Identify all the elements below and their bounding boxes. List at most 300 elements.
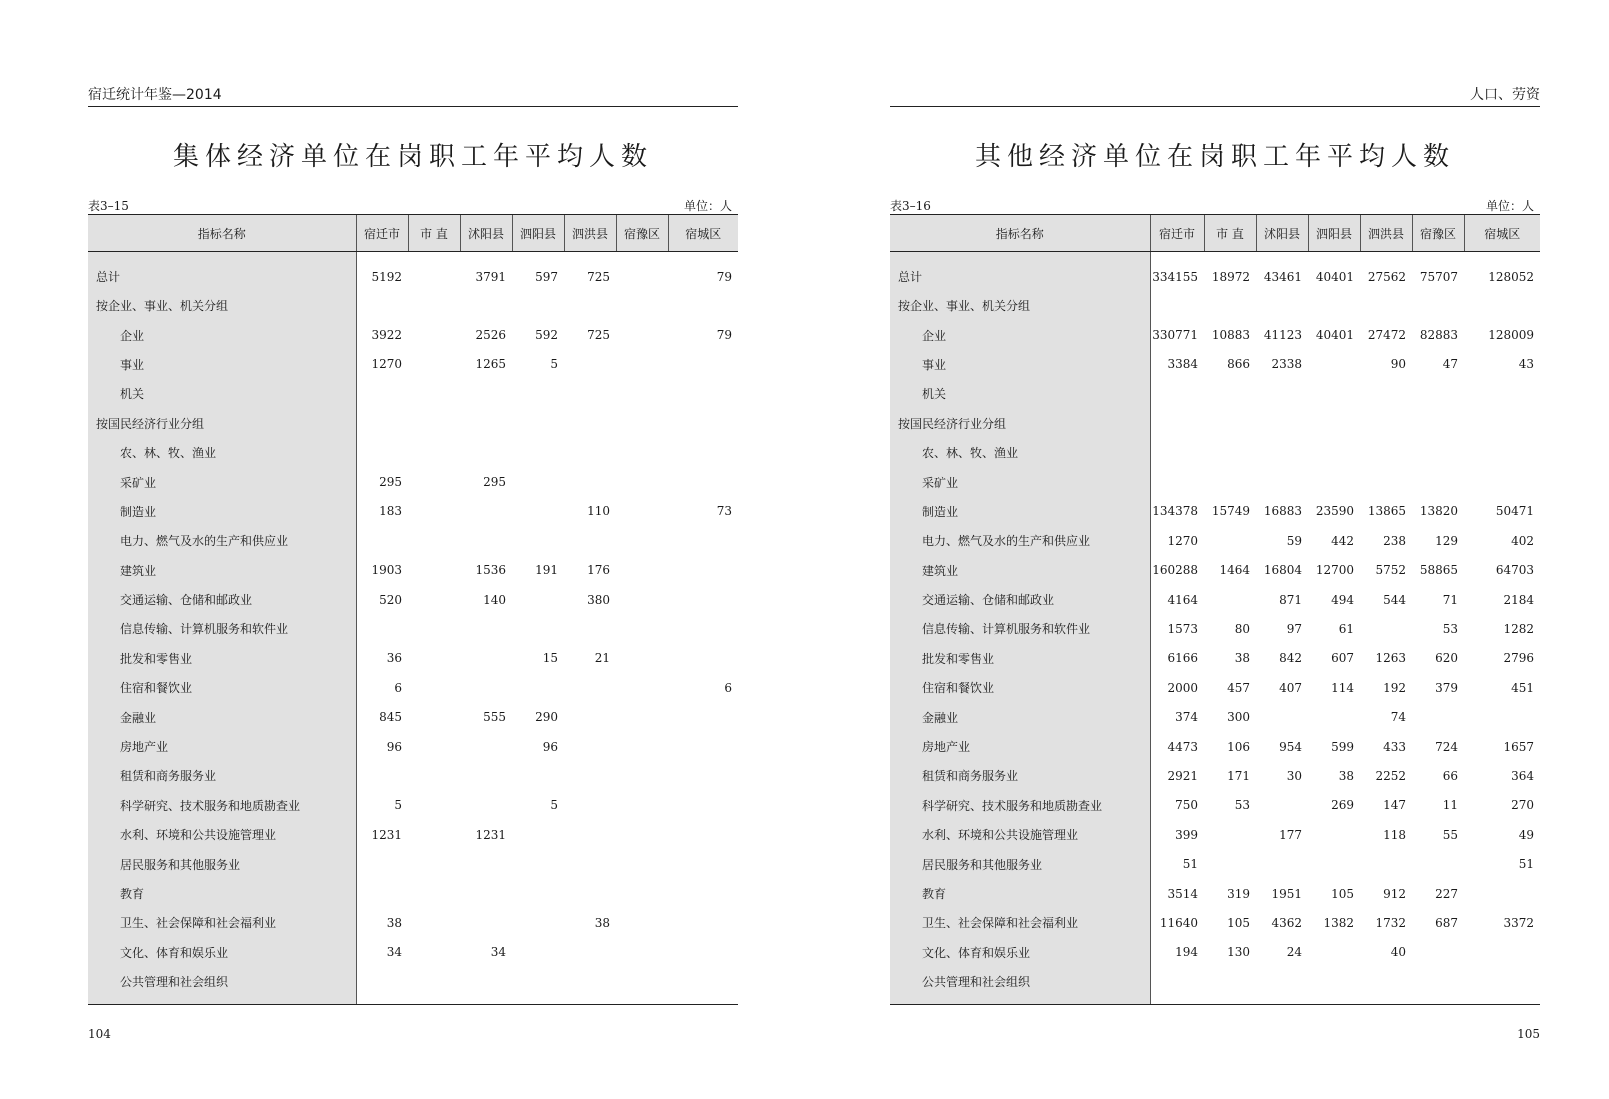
left-page	[88, 0, 738, 1099]
table-cell	[1308, 967, 1360, 1005]
table-cell: 2796	[1503, 651, 1534, 666]
table-cell: 6166	[1167, 651, 1198, 666]
table-number: 表3–15	[88, 199, 129, 213]
table-cell	[668, 614, 738, 643]
table-cell	[408, 320, 460, 349]
table-cell: 38	[1234, 651, 1250, 666]
table-cell: 2000	[1167, 680, 1198, 695]
column-header: 泗洪县	[1360, 215, 1412, 252]
table-cell	[1204, 967, 1256, 1005]
table-cell	[564, 967, 616, 1005]
table-row	[88, 879, 738, 908]
row-label: 农、林、牧、渔业	[88, 438, 356, 467]
column-header: 沭阳县	[460, 215, 512, 252]
table-cell	[564, 702, 616, 731]
column-header: 宿迁市	[356, 215, 408, 252]
table-cell	[408, 761, 460, 790]
table-cell: 43461	[1263, 269, 1302, 284]
row-label: 按企业、事业、机关分组	[88, 291, 356, 320]
table-cell	[1256, 849, 1308, 878]
table-cell	[460, 291, 512, 320]
table-row	[890, 967, 1540, 1005]
column-header: 宿城区	[1464, 215, 1540, 252]
table-cell: 51	[1518, 857, 1534, 872]
table-cell	[512, 379, 564, 408]
table-cell	[564, 526, 616, 555]
table-cell: 5	[550, 798, 558, 813]
table-cell	[668, 791, 738, 820]
table-cell	[1360, 438, 1412, 467]
table-row	[890, 379, 1540, 408]
table-cell: 36	[386, 651, 402, 666]
right-page	[890, 0, 1540, 1099]
table-cell: 13820	[1419, 504, 1458, 519]
table-cell	[460, 791, 512, 820]
table-cell	[564, 291, 616, 320]
table-row	[890, 732, 1540, 761]
row-label: 农、林、牧、渔业	[890, 438, 1150, 467]
table-cell: 451	[1511, 680, 1534, 695]
table-cell	[408, 556, 460, 585]
table-row	[890, 938, 1540, 967]
table-cell: 457	[1227, 680, 1250, 695]
table-row	[890, 761, 1540, 790]
table-cell: 4362	[1271, 915, 1302, 930]
table-cell	[1256, 379, 1308, 408]
table-cell	[460, 673, 512, 702]
table-cell	[616, 967, 668, 1005]
table-cell	[1412, 291, 1464, 320]
table-cell: 97	[1286, 621, 1302, 636]
table-cell	[668, 732, 738, 761]
row-label: 交通运输、仓储和邮政业	[88, 585, 356, 614]
table-cell: 10883	[1211, 328, 1250, 343]
table-cell: 433	[1383, 739, 1406, 754]
column-header: 沭阳县	[1256, 215, 1308, 252]
table-cell	[668, 438, 738, 467]
table-cell	[408, 526, 460, 555]
row-label: 住宿和餐饮业	[88, 673, 356, 702]
table-cell: 5752	[1375, 563, 1406, 578]
table-cell	[408, 849, 460, 878]
table-cell	[512, 820, 564, 849]
table-cell	[356, 409, 408, 438]
table-cell: 227	[1435, 886, 1458, 901]
table-row	[88, 702, 738, 731]
table-cell: 555	[483, 710, 506, 725]
table-cell	[564, 409, 616, 438]
table-cell	[1308, 438, 1360, 467]
table-cell: 374	[1175, 710, 1198, 725]
table-cell	[1150, 438, 1204, 467]
table-cell: 27562	[1367, 269, 1406, 284]
row-label: 卫生、社会保障和社会福利业	[88, 908, 356, 937]
table-cell	[1412, 938, 1464, 967]
page-number: 104	[88, 1027, 111, 1041]
column-header: 宿豫区	[1412, 215, 1464, 252]
table-row	[88, 320, 738, 349]
table-cell	[616, 556, 668, 585]
table-cell	[512, 673, 564, 702]
table-cell: 110	[587, 504, 610, 519]
table-cell	[1308, 467, 1360, 496]
table-cell: 128009	[1488, 328, 1534, 343]
table-cell	[1464, 409, 1540, 438]
table-cell	[1464, 967, 1540, 1005]
table-cell: 96	[386, 739, 402, 754]
table-cell: 334155	[1152, 269, 1198, 284]
table-cell: 34	[386, 945, 402, 960]
row-label: 住宿和餐饮业	[890, 673, 1150, 702]
row-label: 房地产业	[88, 732, 356, 761]
table-cell	[668, 967, 738, 1005]
table-cell	[1150, 291, 1204, 320]
table-cell: 3791	[475, 269, 506, 284]
table-cell: 380	[587, 592, 610, 607]
table-cell	[616, 644, 668, 673]
table-row	[890, 791, 1540, 820]
table-cell	[1360, 849, 1412, 878]
table-cell: 379	[1435, 680, 1458, 695]
table-cell	[408, 702, 460, 731]
table-cell	[408, 938, 460, 967]
table-cell: 592	[535, 328, 558, 343]
table-row	[890, 526, 1540, 555]
table-meta	[890, 197, 1540, 213]
table-cell: 295	[483, 475, 506, 490]
table-cell	[616, 938, 668, 967]
row-label: 公共管理和社会组织	[88, 967, 356, 1005]
table-cell: 290	[535, 710, 558, 725]
table-cell: 330771	[1152, 328, 1198, 343]
table-cell	[1150, 467, 1204, 496]
table-cell	[356, 614, 408, 643]
table-cell	[1360, 291, 1412, 320]
table-cell: 53	[1442, 621, 1458, 636]
table-row	[88, 673, 738, 702]
table-cell	[460, 644, 512, 673]
table-row	[88, 761, 738, 790]
table-cell: 871	[1279, 592, 1302, 607]
table-cell: 866	[1227, 357, 1250, 372]
table-cell: 544	[1383, 592, 1406, 607]
table-cell: 90	[1390, 357, 1406, 372]
table-cell: 1657	[1503, 739, 1534, 754]
table-cell: 238	[1383, 533, 1406, 548]
table-cell: 12700	[1315, 563, 1354, 578]
table-cell	[668, 820, 738, 849]
table-cell	[668, 350, 738, 379]
table-cell	[564, 732, 616, 761]
table-cell	[668, 761, 738, 790]
table-cell: 171	[1227, 768, 1250, 783]
table-cell: 51	[1182, 857, 1198, 872]
data-table	[88, 214, 738, 1005]
column-header: 宿迁市	[1150, 215, 1204, 252]
table-cell: 118	[1383, 827, 1406, 842]
column-header: 宿城区	[668, 215, 738, 252]
table-cell	[1360, 967, 1412, 1005]
table-cell	[460, 849, 512, 878]
table-cell: 3384	[1167, 357, 1198, 372]
table-cell	[512, 938, 564, 967]
row-label: 事业	[88, 350, 356, 379]
table-cell	[616, 467, 668, 496]
table-cell	[460, 497, 512, 526]
table-cell: 24	[1286, 945, 1302, 960]
table-cell	[408, 879, 460, 908]
table-row	[88, 732, 738, 761]
table-cell: 58865	[1419, 563, 1458, 578]
table-cell: 59	[1286, 533, 1302, 548]
table-cell: 842	[1279, 651, 1302, 666]
table-cell: 160288	[1152, 563, 1198, 578]
row-label: 总计	[890, 252, 1150, 292]
table-cell	[616, 761, 668, 790]
table-cell: 269	[1331, 798, 1354, 813]
table-cell	[408, 252, 460, 292]
table-cell	[356, 438, 408, 467]
table-cell	[408, 467, 460, 496]
table-cell	[1256, 291, 1308, 320]
table-cell	[564, 879, 616, 908]
table-cell	[1464, 938, 1540, 967]
table-cell: 27472	[1367, 328, 1406, 343]
table-row	[890, 438, 1540, 467]
table-cell: 183	[379, 504, 402, 519]
table-cell: 1231	[371, 827, 402, 842]
table-meta	[88, 197, 738, 213]
table-cell: 106	[1227, 739, 1250, 754]
table-cell	[564, 614, 616, 643]
header-row	[88, 215, 738, 252]
table-cell	[668, 585, 738, 614]
table-cell: 71	[1442, 592, 1458, 607]
table-cell: 2526	[475, 328, 506, 343]
table-cell	[616, 526, 668, 555]
row-label: 建筑业	[890, 556, 1150, 585]
row-label: 总计	[88, 252, 356, 292]
table-cell: 364	[1511, 768, 1534, 783]
table-cell: 1382	[1323, 915, 1354, 930]
table-cell: 23590	[1315, 504, 1354, 519]
table-cell	[1360, 379, 1412, 408]
table-cell	[408, 820, 460, 849]
table-cell: 53	[1234, 798, 1250, 813]
table-cell	[616, 879, 668, 908]
table-cell	[616, 320, 668, 349]
table-cell: 11	[1442, 798, 1458, 813]
row-label: 金融业	[88, 702, 356, 731]
table-cell	[408, 732, 460, 761]
row-label: 企业	[890, 320, 1150, 349]
table-cell: 21	[594, 651, 610, 666]
table-cell	[1256, 467, 1308, 496]
table-cell	[668, 379, 738, 408]
row-label: 按国民经济行业分组	[88, 409, 356, 438]
table-cell	[1360, 409, 1412, 438]
column-header: 宿豫区	[616, 215, 668, 252]
table-row	[88, 967, 738, 1005]
table-cell	[512, 849, 564, 878]
table-cell	[512, 467, 564, 496]
row-label: 按国民经济行业分组	[890, 409, 1150, 438]
table-cell: 1951	[1271, 886, 1302, 901]
table-cell	[616, 409, 668, 438]
table-cell: 192	[1383, 680, 1406, 695]
table-cell	[668, 702, 738, 731]
table-cell: 15749	[1211, 504, 1250, 519]
table-cell	[1412, 438, 1464, 467]
table-row	[88, 252, 738, 292]
table-cell: 845	[379, 710, 402, 725]
row-label: 交通运输、仓储和邮政业	[890, 585, 1150, 614]
table-cell	[564, 350, 616, 379]
table-cell: 34	[490, 945, 506, 960]
table-cell	[1256, 702, 1308, 731]
table-unit: 单位：人	[683, 199, 732, 213]
table-cell: 3372	[1503, 915, 1534, 930]
table-cell	[408, 438, 460, 467]
table-cell	[564, 761, 616, 790]
table-cell	[408, 908, 460, 937]
column-header: 市 直	[1204, 215, 1256, 252]
table-cell	[512, 291, 564, 320]
table-cell: 399	[1175, 827, 1198, 842]
row-label: 科学研究、技术服务和地质勘查业	[890, 791, 1150, 820]
table-row	[890, 409, 1540, 438]
table-cell	[564, 467, 616, 496]
table-row	[890, 585, 1540, 614]
row-label: 居民服务和其他服务业	[88, 849, 356, 878]
table-cell: 687	[1435, 915, 1458, 930]
table-cell: 96	[542, 739, 558, 754]
table-cell	[1308, 849, 1360, 878]
table-cell	[1360, 614, 1412, 643]
table-cell: 4473	[1167, 739, 1198, 754]
table-cell	[564, 938, 616, 967]
table-cell: 66	[1442, 768, 1458, 783]
table-cell	[1308, 820, 1360, 849]
row-label: 信息传输、计算机服务和软件业	[88, 614, 356, 643]
table-cell	[512, 438, 564, 467]
row-label: 批发和零售业	[88, 644, 356, 673]
table-cell	[564, 673, 616, 702]
table-cell	[1308, 350, 1360, 379]
table-cell: 1263	[1375, 651, 1406, 666]
table-cell	[1464, 379, 1540, 408]
table-cell: 620	[1435, 651, 1458, 666]
table-cell	[616, 673, 668, 702]
table-cell	[1204, 585, 1256, 614]
table-cell: 114	[1331, 680, 1354, 695]
table-row	[890, 320, 1540, 349]
row-label: 采矿业	[890, 467, 1150, 496]
table-cell	[564, 379, 616, 408]
table-row	[890, 291, 1540, 320]
table-cell: 4164	[1167, 592, 1198, 607]
table-cell	[1464, 467, 1540, 496]
table-cell	[408, 967, 460, 1005]
table-cell: 61	[1338, 621, 1354, 636]
row-label: 金融业	[890, 702, 1150, 731]
table-cell: 1732	[1375, 915, 1406, 930]
table-cell: 49	[1518, 827, 1534, 842]
table-row	[88, 409, 738, 438]
row-label: 企业	[88, 320, 356, 349]
table-cell: 176	[587, 563, 610, 578]
row-label: 建筑业	[88, 556, 356, 585]
table-cell: 5	[394, 798, 402, 813]
table-cell	[616, 849, 668, 878]
table-cell: 1270	[371, 357, 402, 372]
table-cell	[616, 438, 668, 467]
table-cell: 725	[587, 269, 610, 284]
running-head: 人口、劳资	[890, 84, 1540, 107]
table-cell	[668, 291, 738, 320]
table-cell	[616, 820, 668, 849]
table-row	[890, 556, 1540, 585]
table-cell	[1464, 702, 1540, 731]
table-cell	[1412, 467, 1464, 496]
table-cell	[408, 673, 460, 702]
table-cell: 105	[1227, 915, 1250, 930]
table-row	[890, 702, 1540, 731]
table-cell: 407	[1279, 680, 1302, 695]
table-cell: 38	[386, 915, 402, 930]
row-label: 机关	[88, 379, 356, 408]
column-header: 泗洪县	[564, 215, 616, 252]
table-cell	[408, 614, 460, 643]
table-cell: 79	[716, 328, 732, 343]
table-cell: 13865	[1367, 504, 1406, 519]
table-title: 集体经济单位在岗职工年平均人数	[172, 142, 653, 172]
table-row	[88, 438, 738, 467]
table-cell	[408, 409, 460, 438]
table-cell	[460, 409, 512, 438]
table-cell: 912	[1383, 886, 1406, 901]
table-row	[88, 350, 738, 379]
table-cell	[460, 908, 512, 937]
table-cell	[1256, 438, 1308, 467]
table-cell: 40	[1390, 945, 1406, 960]
table-cell: 40401	[1315, 328, 1354, 343]
table-cell: 50471	[1495, 504, 1534, 519]
table-cell: 520	[379, 592, 402, 607]
table-cell: 11640	[1159, 915, 1198, 930]
table-cell: 80	[1234, 621, 1250, 636]
table-cell	[616, 702, 668, 731]
table-cell: 191	[535, 563, 558, 578]
table-cell	[668, 467, 738, 496]
table-cell: 18972	[1211, 269, 1250, 284]
row-label: 电力、燃气及水的生产和供应业	[88, 526, 356, 555]
table-cell	[408, 585, 460, 614]
table-cell	[668, 849, 738, 878]
table-cell	[408, 644, 460, 673]
table-cell: 2184	[1503, 592, 1534, 607]
table-cell	[668, 879, 738, 908]
table-cell	[1256, 409, 1308, 438]
table-cell: 64703	[1495, 563, 1534, 578]
row-label: 房地产业	[890, 732, 1150, 761]
table-cell	[356, 379, 408, 408]
table-cell: 319	[1227, 886, 1250, 901]
table-cell: 2921	[1167, 768, 1198, 783]
table-cell: 134378	[1152, 504, 1198, 519]
table-cell	[616, 791, 668, 820]
table-row	[88, 556, 738, 585]
